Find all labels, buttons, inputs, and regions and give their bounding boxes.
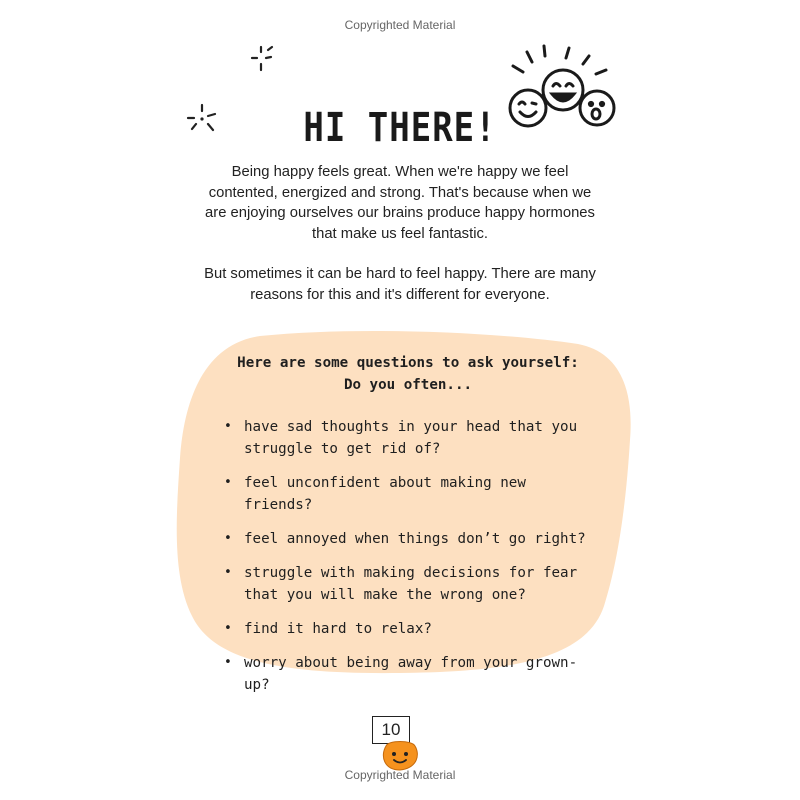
question-heading-line-1: Here are some questions to ask yourself: (237, 355, 579, 371)
page-number: 10 (372, 716, 410, 744)
page-title: HI THERE! (303, 104, 497, 152)
copyright-watermark-bottom: Copyrighted Material (344, 768, 456, 782)
question-list (218, 416, 598, 696)
question-heading-line-2: Do you often... (343, 377, 473, 393)
sparkle-icon (248, 44, 278, 74)
list-item: • feel unconfident about making new friends? (218, 472, 598, 516)
intro-paragraph-1: Being happy feels great. When we're happy we feel contented, energized and strong. That's because when we are enjoying ourselves our brains produce happy hormones that make us feel fantastic. (205, 164, 595, 242)
list-item: • find it hard to relax? (218, 618, 598, 640)
list-item: • have sad thoughts in your head that you struggle to get rid of? (218, 416, 598, 460)
list-item: • feel annoyed when things don’t go right? (218, 528, 598, 550)
intro-paragraph-2: But sometimes it can be hard to feel happy. There are many reasons for this and it's different for everyone. (204, 266, 596, 303)
question-panel (218, 352, 598, 708)
list-item: • worry about being away from your grown-up? (218, 652, 598, 696)
question-heading (218, 352, 598, 396)
copyright-watermark-top: Copyrighted Material (344, 18, 456, 32)
intro-text (200, 162, 600, 325)
list-item: • struggle with making decisions for fear that you will make the wrong one? (218, 562, 598, 606)
